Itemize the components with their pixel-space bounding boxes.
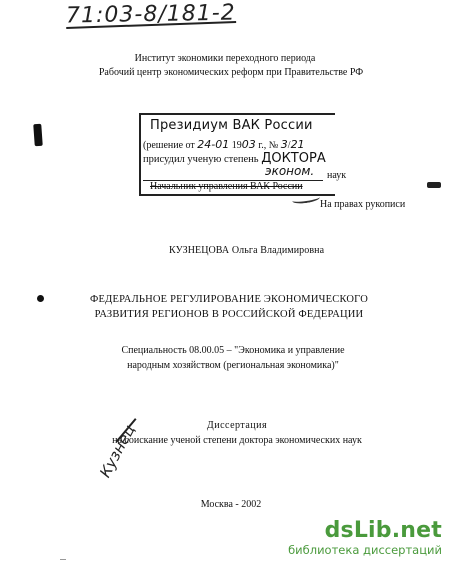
watermark	[288, 519, 442, 557]
stamp-degree: присудил ученую степень ДОКТОРА	[143, 151, 326, 166]
dissertation-subheading: на соискание ученой степени доктора экономических наук	[112, 435, 362, 446]
scan-mark	[33, 124, 43, 147]
scan-mark	[427, 182, 441, 188]
archive-code: 71:03-8/181-2	[65, 0, 236, 29]
stamp-degree-name: ДОКТОРА	[261, 151, 326, 166]
thesis-title-line-1: ФЕДЕРАЛЬНОЕ РЕГУЛИРОВАНИЕ ЭКОНОМИЧЕСКОГО	[90, 294, 368, 305]
stamp-official: Начальник управления ВАК России	[150, 181, 303, 192]
institution-line-2: Рабочий центр экономических реформ при Правительстве РФ	[98, 67, 364, 78]
stamp-science-handwritten: эконом.	[265, 164, 315, 178]
city-year: Москва - 2002	[200, 499, 262, 510]
stamp-decision-date: 24-01	[197, 138, 230, 151]
watermark-subtitle: библиотека диссертаций	[288, 543, 442, 557]
thesis-title-line-2: РАЗВИТИЯ РЕГИОНОВ В РОССИЙСКОЙ ФЕДЕРАЦИИ	[94, 309, 364, 320]
dissertation-heading: Диссертация	[206, 420, 268, 431]
stamp-decision: (решение от 24-01 1903 г., № 3/21	[143, 138, 305, 151]
institution-line-1: Институт экономики переходного периода	[134, 53, 316, 64]
stamp-title: Президиум ВАК России	[150, 118, 313, 133]
rights-note: На правах рукописи	[320, 199, 406, 210]
scan-mark	[60, 559, 66, 560]
author-name: КУЗНЕЦОВА Ольга Владимировна	[169, 245, 325, 256]
specialty-line-1: Специальность 08.00.05 – "Экономика и управление	[121, 345, 345, 356]
stamp-decision-number: 3	[280, 138, 288, 151]
watermark-logo: dsLib.net	[324, 518, 442, 543]
handwritten-signature: Кузнец	[96, 422, 139, 481]
specialty-line-2: народным хозяйством (региональная экономика)"	[127, 360, 339, 371]
